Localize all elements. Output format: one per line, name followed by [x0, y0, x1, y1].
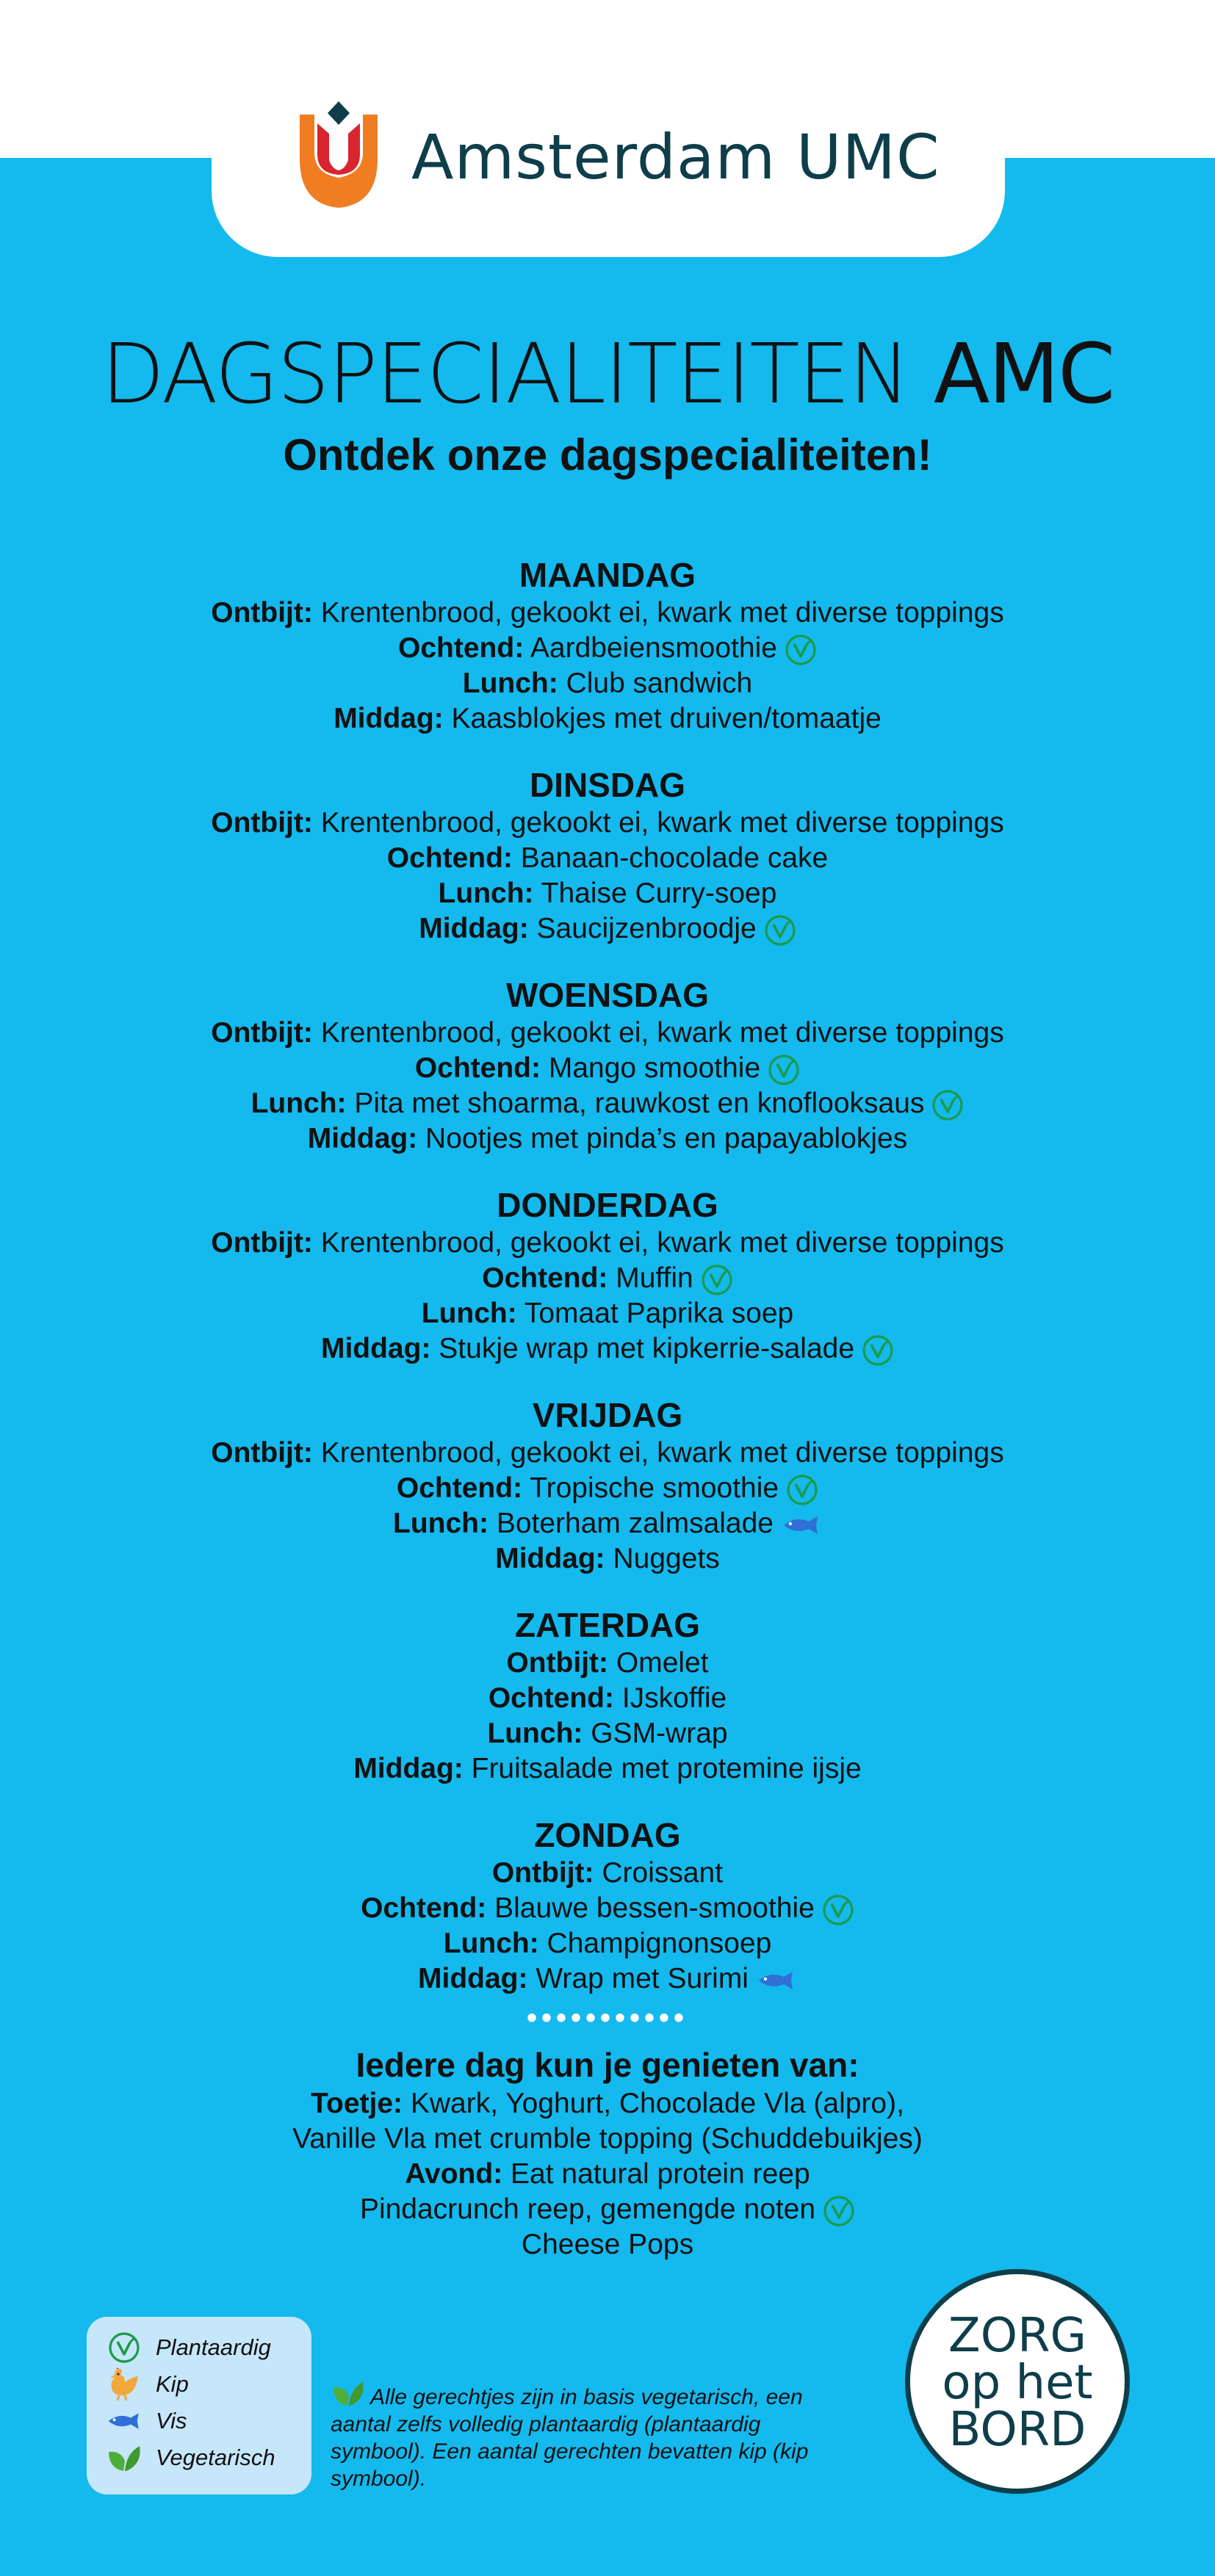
menu-row-middag [0, 1121, 1215, 1157]
avond-row [0, 2157, 1215, 2192]
dotted-divider: ••••••••••• [526, 2002, 689, 2034]
legend-box [87, 2317, 311, 2494]
plantaardig-icon [768, 1054, 800, 1086]
extra-row: Cheese Pops [521, 2229, 694, 2260]
page-subtitle: Ontdek onze dagspecialiteiten! [283, 430, 932, 480]
legend-item-vegetarisch [106, 2442, 275, 2474]
row-label: Ochtend: [488, 1682, 614, 1714]
menu-row-ontbijt [0, 1016, 1215, 1051]
row-value: Nuggets [613, 1543, 720, 1574]
menu-row-ochtend [0, 841, 1215, 876]
plantaardig-icon [823, 2195, 855, 2227]
row-label: Avond: [405, 2158, 503, 2190]
menu-row-middag [0, 701, 1215, 737]
tulip-logo-icon [295, 101, 382, 208]
menu-row-ochtend [0, 1261, 1215, 1296]
row-label: Ochtend: [361, 1892, 487, 1924]
menu-row-ontbijt [0, 1646, 1215, 1681]
row-label: Ontbijt: [211, 807, 313, 839]
row-value: Pindacrunch reep, gemengde noten [359, 2193, 816, 2225]
row-value: Nootjes met pinda’s en papayablokjes [425, 1123, 908, 1154]
row-label: Middag: [334, 703, 444, 734]
row-label: Middag: [418, 1963, 528, 1994]
day-sunday [0, 1815, 1215, 1997]
menu-row-ochtend [0, 1891, 1215, 1926]
row-label: Lunch: [250, 1088, 347, 1119]
row-value: Club sandwich [566, 667, 753, 699]
plantaardig-icon [764, 914, 796, 947]
row-value: Stukje wrap met kipkerrie-salade [439, 1333, 855, 1364]
badge-line: ZORG [948, 2309, 1087, 2363]
note-text: Alle gerechtjes zijn in basis vegetarisch, een aantal zelfs volledig plantaardig (plantaardig symbool). Een aantal gerechten bevatten kip (kip symbool). [331, 2385, 809, 2491]
row-label: Toetje: [311, 2088, 403, 2119]
legend-item-plantaardig [106, 2331, 271, 2364]
row-value: Aardbeiensmoothie [530, 632, 777, 664]
row-value: Krentenbrood, gekookt ei, kwark met diverse toppings [320, 597, 1004, 629]
row-label: Ontbijt: [491, 1857, 594, 1889]
row-label: Ochtend: [482, 1262, 608, 1294]
toetje-row-continued: Vanille Vla met crumble topping (Schuddebuikjes) [292, 2123, 923, 2154]
fish-icon [756, 1969, 797, 1991]
menu-row-middag [0, 1541, 1215, 1577]
menu-row-middag [0, 911, 1215, 947]
row-label: Middag: [307, 1123, 418, 1154]
menu-row-lunch [0, 666, 1215, 701]
legend-label: Plantaardig [156, 2334, 271, 2360]
row-label: Ontbijt: [211, 1227, 313, 1259]
row-value: Muffin [616, 1262, 693, 1294]
row-label: Lunch: [438, 878, 534, 909]
row-label: Ochtend: [398, 632, 524, 664]
row-label: Ontbijt: [211, 597, 313, 629]
day-name: MAANDAG [519, 556, 696, 594]
row-value: Banaan-chocolade cake [520, 842, 829, 874]
day-tuesday [0, 764, 1215, 947]
menu-row-ochtend [0, 1681, 1215, 1716]
day-name: VRIJDAG [532, 1396, 683, 1434]
leaf-icon [331, 2378, 366, 2409]
day-name: DONDERDAG [497, 1186, 718, 1224]
menu-row-middag [0, 1331, 1215, 1367]
menu-row-lunch [0, 1926, 1215, 1961]
row-label: Ontbijt: [506, 1647, 609, 1679]
day-name: WOENSDAG [506, 976, 709, 1014]
menu-row-lunch [0, 1506, 1215, 1541]
row-label: Middag: [419, 913, 529, 944]
menu-row-lunch [0, 1086, 1215, 1121]
row-value: Kaasblokjes met druiven/tomaatje [451, 703, 881, 734]
row-label: Middag: [495, 1543, 605, 1574]
day-name: ZONDAG [534, 1816, 681, 1854]
legend-item-kip [106, 2368, 189, 2400]
row-label: Lunch: [393, 1508, 488, 1539]
menu-row-lunch [0, 1296, 1215, 1331]
menu-row-lunch [0, 876, 1215, 911]
plantaardig-icon [786, 1474, 818, 1506]
row-value: Fruitsalade met protemine ijsje [471, 1753, 862, 1784]
row-value: Croissant [602, 1857, 724, 1889]
fish-icon [781, 1514, 822, 1536]
day-name: ZATERDAG [514, 1606, 701, 1644]
row-value: Champignonsoep [547, 1928, 772, 1959]
row-label: Ontbijt: [211, 1017, 313, 1049]
row-value: Blauwe bessen-smoothie [494, 1892, 815, 1924]
chicken-icon [106, 2367, 143, 2401]
every-day-title: Iedere dag kun je genieten van: [356, 2046, 859, 2084]
row-value: IJskoffie [621, 1682, 727, 1714]
every-day-section [0, 2044, 1215, 2262]
row-label: Lunch: [487, 1718, 583, 1749]
row-value: Krentenbrood, gekookt ei, kwark met diverse toppings [320, 1017, 1004, 1049]
menu-row-ontbijt [0, 1856, 1215, 1891]
menu-row-middag [0, 1751, 1215, 1787]
plantaardig-icon [862, 1334, 894, 1367]
row-label: Ochtend: [414, 1052, 541, 1084]
legend-label: Kip [156, 2371, 189, 2397]
day-name: DINSDAG [529, 766, 686, 804]
day-monday [0, 554, 1215, 737]
row-value: Boterham zalmsalade [496, 1508, 774, 1539]
weekly-menu [0, 554, 1215, 2262]
fish-icon [106, 2410, 143, 2432]
plantaardig-icon [106, 2331, 143, 2364]
plantaardig-icon [931, 1089, 964, 1121]
page-title [0, 327, 1215, 422]
row-value: Mango smoothie [548, 1052, 761, 1084]
menu-row-ontbijt [0, 596, 1215, 631]
row-value: Wrap met Surimi [536, 1963, 749, 1994]
row-value: Pita met shoarma, rauwkost en knoflooksaus [354, 1088, 925, 1119]
zorg-op-het-bord-badge [905, 2269, 1130, 2494]
menu-row-ontbijt [0, 1436, 1215, 1471]
plantaardig-icon [785, 634, 817, 666]
menu-row-ochtend [0, 1051, 1215, 1086]
legend-item-vis [106, 2405, 187, 2437]
day-thursday [0, 1184, 1215, 1367]
row-value: Krentenbrood, gekookt ei, kwark met diverse toppings [320, 807, 1004, 839]
legend-label: Vis [156, 2408, 187, 2434]
row-label: Ontbijt: [211, 1437, 313, 1469]
row-value: Saucijzenbroodje [536, 913, 757, 944]
title-strong: AMC [933, 327, 1114, 422]
plantaardig-icon [822, 1894, 854, 1926]
menu-row-ochtend [0, 631, 1215, 666]
vegetarian-note [331, 2378, 830, 2492]
brand-name: Amsterdam UMC [411, 121, 940, 193]
row-value: Thaise Curry-soep [541, 878, 777, 909]
menu-row-ontbijt [0, 806, 1215, 841]
badge-line: op het [942, 2356, 1093, 2410]
row-value: Tomaat Paprika soep [524, 1298, 794, 1329]
day-wednesday [0, 974, 1215, 1157]
row-value: Krentenbrood, gekookt ei, kwark met diverse toppings [320, 1227, 1004, 1259]
badge-line: BORD [948, 2403, 1086, 2457]
menu-row-ochtend [0, 1471, 1215, 1506]
extra-row [0, 2192, 1215, 2227]
row-value: Omelet [616, 1647, 709, 1679]
day-saturday [0, 1604, 1215, 1787]
menu-row-ontbijt [0, 1226, 1215, 1261]
row-value: GSM-wrap [591, 1718, 728, 1749]
row-value: Krentenbrood, gekookt ei, kwark met diverse toppings [320, 1437, 1004, 1469]
plantaardig-icon [701, 1264, 733, 1296]
toetje-row [0, 2086, 1215, 2121]
row-label: Lunch: [443, 1928, 539, 1959]
row-label: Ochtend: [386, 842, 513, 874]
row-label: Middag: [320, 1333, 431, 1364]
day-friday [0, 1394, 1215, 1577]
row-value: Kwark, Yoghurt, Chocolade Vla (alpro), [410, 2088, 904, 2119]
row-value: Tropische smoothie [530, 1472, 779, 1504]
row-value: Eat natural protein reep [511, 2158, 810, 2190]
legend-label: Vegetarisch [156, 2445, 275, 2470]
menu-row-lunch [0, 1716, 1215, 1751]
leaf-icon [106, 2442, 143, 2474]
row-label: Lunch: [421, 1298, 517, 1329]
row-label: Lunch: [462, 667, 558, 699]
menu-row-middag [0, 1961, 1215, 1997]
title-light: DAGSPECIALITEITEN [101, 327, 909, 422]
row-label: Middag: [353, 1753, 464, 1784]
row-label: Ochtend: [396, 1472, 523, 1504]
